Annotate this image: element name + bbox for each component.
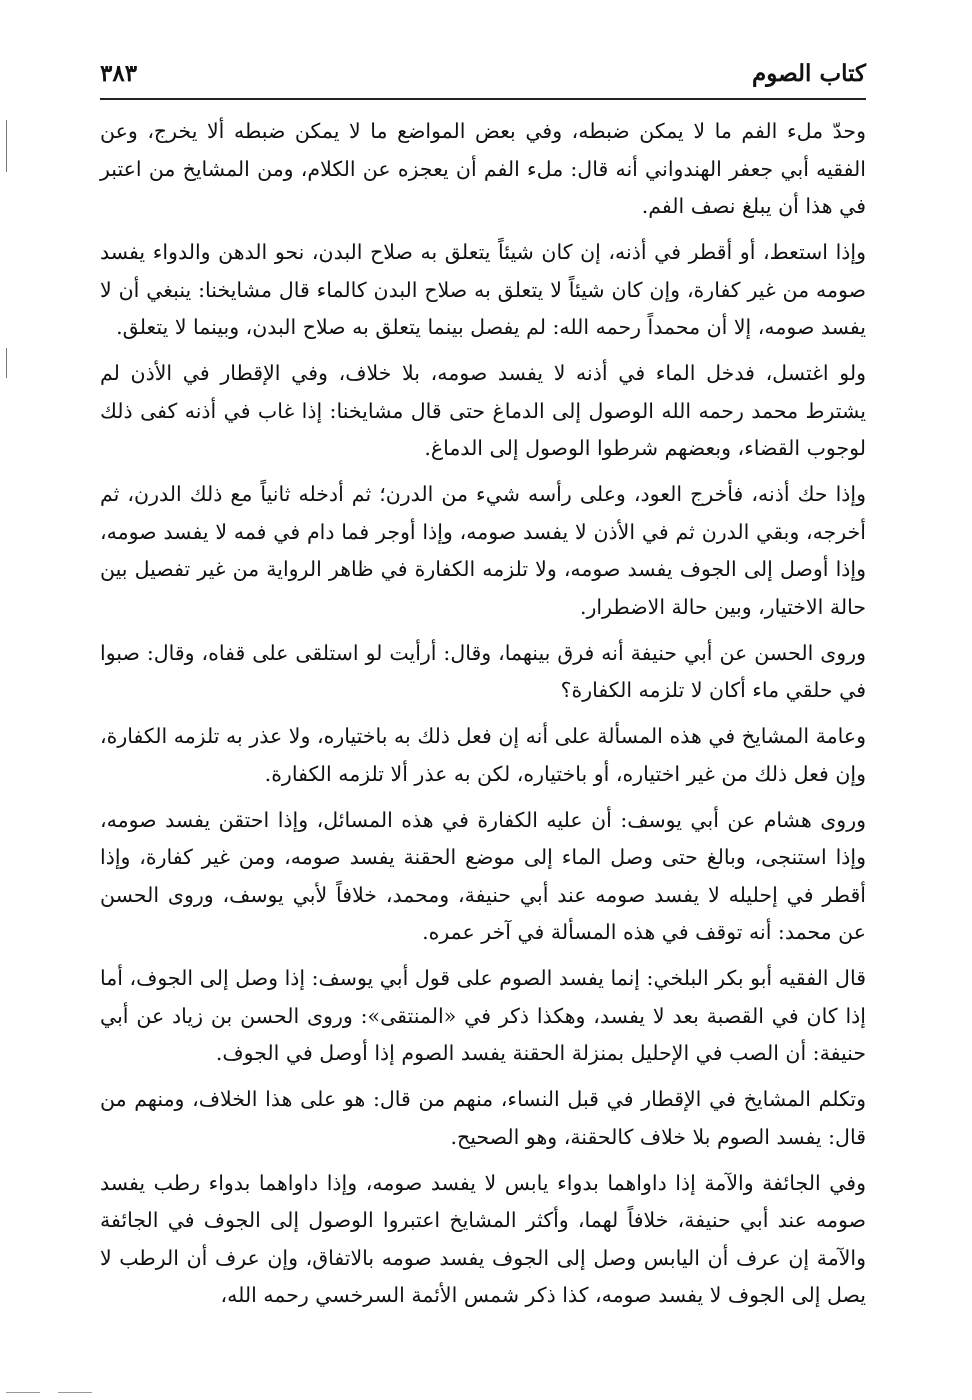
footer-mark: [58, 1392, 92, 1393]
paragraph: وروى الحسن عن أبي حنيفة أنه فرق بينهما، وقال: أرأيت لو استلقى على قفاه، وقال: صبوا في حلقي ماء أكان لا تلزمه الكفارة؟: [100, 640, 866, 702]
paragraph: وفي الجائفة والآمة إذا داواهما بدواء يابس لا يفسد صومه، وإذا داواهما بدواء رطب يفسد صومه عند أبي حنيفة، خلافاً لهما، وأكثر المشايخ اعتبروا الوصول إلى الجوف في الجائفة والآمة إن عرف أن اليابس وصل إلى الجوف يفسد صومه بالاتفاق، وإن عرف أن الرطب لا يصل إلى الجوف لا يفسد صومه، كذا ذكر شمس الأئمة السرخسي رحمه الله،: [100, 1170, 866, 1307]
paragraph: وإذا استعط، أو أقطر في أذنه، إن كان شيئاً يتعلق به صلاح البدن، نحو الدهن والدواء يفسد صومه من غير كفارة، وإن كان شيئاً لا يتعلق به صلاح البدن كالماء قال مشايخنا: ينبغي أن لا يفسد صومه، إلا أن محمداً رحمه الله: لم يفصل بينما يتعلق به صلاح البدن، وبينما لا يتعلق.: [100, 240, 866, 339]
margin-mark: [6, 120, 7, 172]
paragraph: وإذا حك أذنه، فأخرج العود، وعلى رأسه شيء من الدرن؛ ثم أدخله ثانياً مع ذلك الدرن، ثم أخرجه، وبقي الدرن ثم في الأذن لا يفسد صومه، وإذا أوجر فما دام في فمه لا يفسد صومه، وإذا أوصل إلى الجوف يفسد صومه، ولا تلزمه الكفارة في ظاهر الرواية من غير تفصيل بين حالة الاختيار، وبين حالة الاضطرار.: [100, 482, 866, 619]
footer-mark: [6, 1392, 40, 1393]
page-header: [100, 52, 866, 98]
page-body: [100, 113, 866, 1323]
running-title: كتاب الصوم: [751, 60, 866, 87]
header-divider: [100, 98, 866, 100]
margin-mark: [6, 348, 7, 378]
paragraph: وحدّ ملء الفم ما لا يمكن ضبطه، وفي بعض المواضع ما لا يمكن ضبطه ألا يخرج، وعن الفقيه أبي جعفر الهندواني أنه قال: ملء الفم أن يعجزه عن الكلام، ومن المشايخ من اعتبر في هذا أن يبلغ نصف الفم.: [100, 119, 866, 218]
page-number: ٣٨٣: [100, 60, 138, 87]
paragraph: ولو اغتسل، فدخل الماء في أذنه لا يفسد صومه، بلا خلاف، وفي الإقطار في الأذن لم يشترط محمد رحمه الله الوصول إلى الدماغ حتى قال مشايخنا: إذا غاب في أذنه كفى ذلك لوجوب القضاء، وبعضهم شرطوا الوصول إلى الدماغ.: [100, 361, 866, 460]
paragraph: وعامة المشايخ في هذه المسألة على أنه إن فعل ذلك به باختياره، ولا عذر به تلزمه الكفارة، وإن فعل ذلك من غير اختياره، أو باختياره، لكن به عذر ألا تلزمه الكفارة.: [100, 724, 866, 786]
paragraph: وروى هشام عن أبي يوسف: أن عليه الكفارة في هذه المسائل، وإذا احتقن يفسد صومه، وإذا استنجى، وبالغ حتى وصل الماء إلى موضع الحقنة يفسد صومه، ومن غير كفارة، وإذا أقطر في إحليله لا يفسد صومه عند أبي حنيفة، ومحمد، خلافاً لأبي يوسف، وروى الحسن عن محمد: أنه توقف في هذه المسألة في آخر عمره.: [100, 807, 866, 944]
paragraph: وتكلم المشايخ في الإقطار في قبل النساء، منهم من قال: هو على هذا الخلاف، ومنهم من قال: يفسد الصوم بلا خلاف كالحقنة، وهو الصحيح.: [100, 1087, 866, 1149]
paragraph: قال الفقيه أبو بكر البلخي: إنما يفسد الصوم على قول أبي يوسف: إذا وصل إلى الجوف، أما إذا كان في القصبة بعد لا يفسد، وهكذا ذكر في «المنتقى»: وروى الحسن بن زياد عن أبي حنيفة: أن الصب في الإحليل بمنزلة الحقنة يفسد الصوم إذا أوصل في الجوف.: [100, 966, 866, 1065]
